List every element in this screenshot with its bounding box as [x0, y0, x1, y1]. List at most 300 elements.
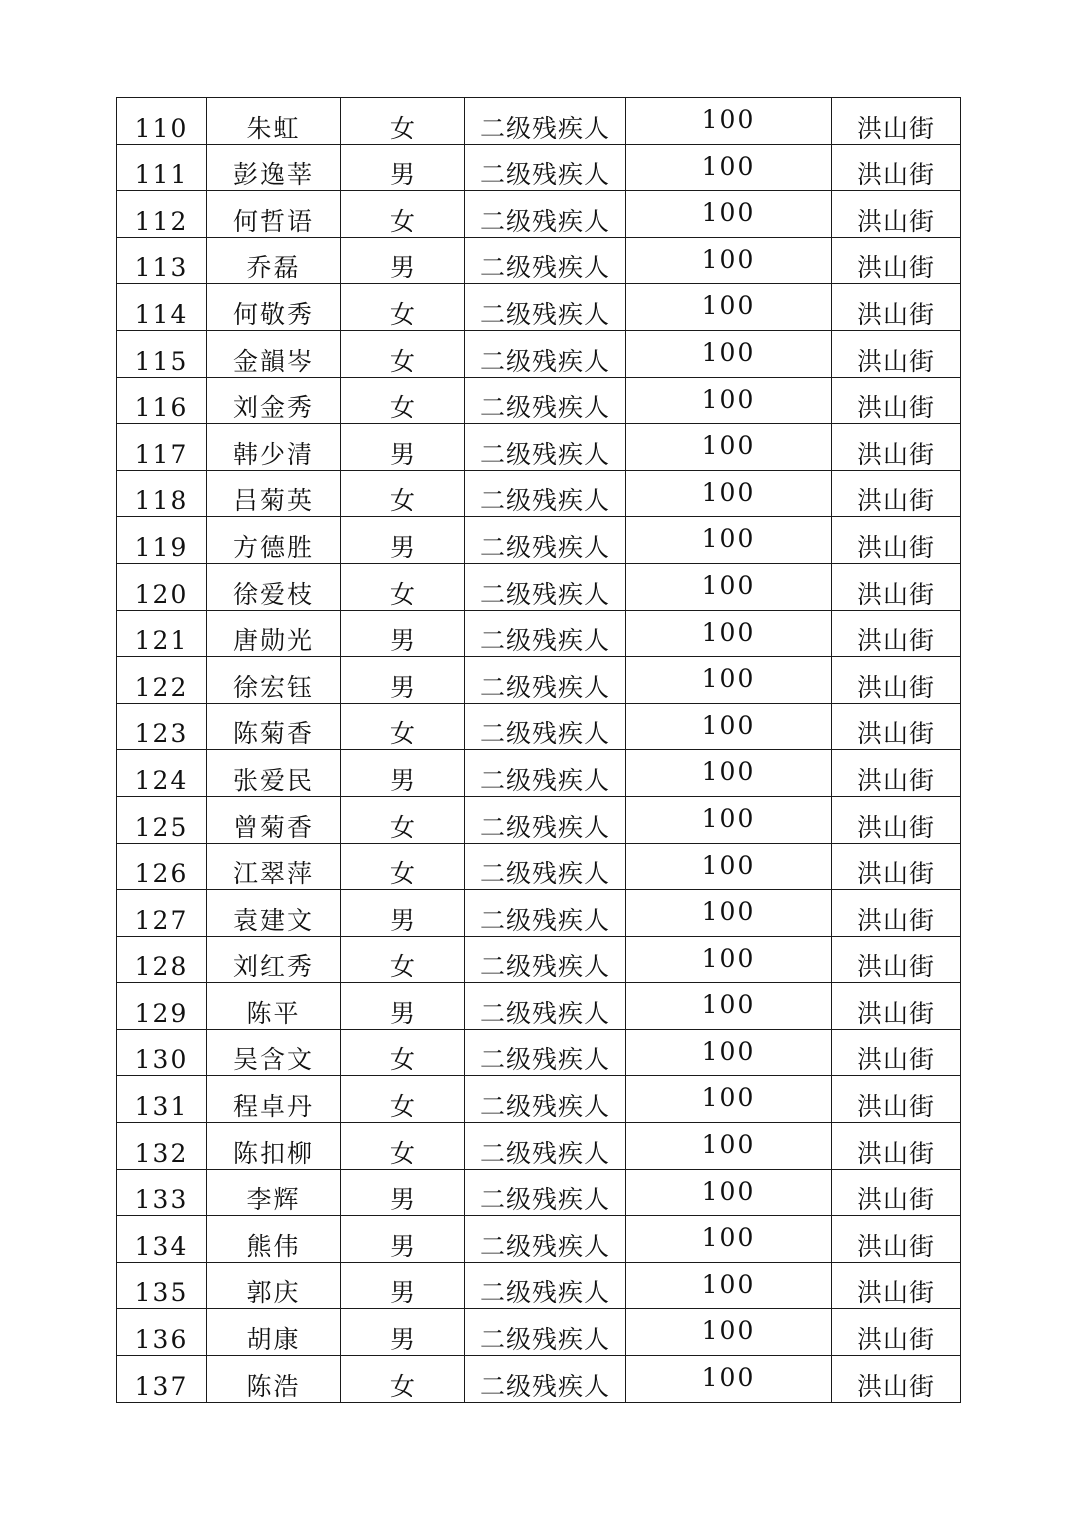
- cell-gender-text: 男: [389, 1185, 415, 1215]
- cell-amount: [626, 563, 832, 610]
- cell-gender-text: 男: [389, 439, 415, 469]
- cell-amount: [626, 983, 832, 1030]
- cell-person-name: [207, 144, 341, 191]
- cell-serial-number: [117, 424, 207, 471]
- cell-person-name-text: 熊伟: [246, 1231, 301, 1261]
- cell-person-name: [207, 1076, 341, 1123]
- cell-street-text: 洪山街: [856, 346, 935, 376]
- cell-street: [832, 424, 961, 471]
- cell-person-name-text: 程卓丹: [232, 1092, 314, 1122]
- table-row: [117, 237, 961, 284]
- cell-serial-number: [117, 610, 207, 657]
- cell-amount-text: 100: [701, 384, 756, 414]
- cell-serial-number: [117, 284, 207, 331]
- cell-person-name: [207, 424, 341, 471]
- cell-street: [832, 330, 961, 377]
- cell-person-name: [207, 377, 341, 424]
- cell-disability-level-text: 二级残疾人: [479, 160, 610, 190]
- cell-street: [832, 98, 961, 145]
- cell-gender: [341, 284, 465, 331]
- cell-street: [832, 284, 961, 331]
- cell-serial-number-text: 126: [134, 859, 189, 889]
- cell-disability-level-text: 二级残疾人: [479, 1325, 610, 1355]
- cell-street-text: 洪山街: [856, 1278, 935, 1308]
- cell-gender-text: 男: [389, 672, 415, 702]
- cell-amount-text: 100: [701, 990, 756, 1020]
- cell-disability-level: [465, 1356, 626, 1403]
- cell-disability-level: [465, 936, 626, 983]
- cell-street: [832, 144, 961, 191]
- cell-gender-text: 女: [389, 346, 415, 376]
- cell-gender-text: 男: [389, 1325, 415, 1355]
- cell-serial-number: [117, 330, 207, 377]
- cell-person-name-text: 张爱民: [232, 765, 314, 795]
- cell-gender: [341, 890, 465, 937]
- cell-person-name: [207, 610, 341, 657]
- cell-serial-number: [117, 796, 207, 843]
- cell-person-name: [207, 936, 341, 983]
- cell-amount-text: 100: [701, 803, 756, 833]
- table-row: [117, 144, 961, 191]
- cell-person-name-text: 吴含文: [232, 1045, 314, 1075]
- cell-person-name-text: 徐宏钰: [232, 672, 314, 702]
- cell-serial-number: [117, 1076, 207, 1123]
- cell-street-text: 洪山街: [856, 859, 935, 889]
- cell-serial-number-text: 110: [134, 113, 189, 143]
- cell-street-text: 洪山街: [856, 672, 935, 702]
- cell-gender: [341, 237, 465, 284]
- cell-disability-level: [465, 890, 626, 937]
- cell-serial-number: [117, 470, 207, 517]
- cell-amount-text: 100: [701, 897, 756, 927]
- cell-disability-level: [465, 517, 626, 564]
- cell-disability-level-text: 二级残疾人: [479, 486, 610, 516]
- cell-amount: [626, 517, 832, 564]
- cell-person-name-text: 胡康: [246, 1325, 301, 1355]
- cell-street: [832, 563, 961, 610]
- cell-gender-text: 女: [389, 206, 415, 236]
- cell-street: [832, 890, 961, 937]
- table-row: [117, 703, 961, 750]
- cell-amount-text: 100: [701, 1036, 756, 1066]
- cell-amount: [626, 330, 832, 377]
- cell-disability-level: [465, 237, 626, 284]
- cell-person-name-text: 何敬秀: [232, 299, 314, 329]
- cell-serial-number-text: 112: [134, 206, 189, 236]
- cell-person-name: [207, 517, 341, 564]
- cell-amount: [626, 1309, 832, 1356]
- cell-serial-number-text: 132: [134, 1138, 189, 1168]
- cell-person-name-text: 吕菊英: [232, 486, 314, 516]
- cell-disability-level-text: 二级残疾人: [479, 439, 610, 469]
- cell-street: [832, 936, 961, 983]
- table-row: [117, 424, 961, 471]
- cell-person-name-text: 曾菊香: [232, 812, 314, 842]
- cell-gender-text: 女: [389, 952, 415, 982]
- cell-disability-level-text: 二级残疾人: [479, 299, 610, 329]
- table-row: [117, 191, 961, 238]
- table-row: [117, 517, 961, 564]
- cell-street: [832, 377, 961, 424]
- cell-serial-number: [117, 98, 207, 145]
- cell-serial-number-text: 134: [134, 1231, 189, 1261]
- cell-disability-level: [465, 1169, 626, 1216]
- table-row: [117, 1076, 961, 1123]
- cell-street-text: 洪山街: [856, 532, 935, 562]
- cell-serial-number: [117, 191, 207, 238]
- cell-street-text: 洪山街: [856, 299, 935, 329]
- cell-gender: [341, 191, 465, 238]
- cell-person-name: [207, 284, 341, 331]
- cell-person-name: [207, 750, 341, 797]
- cell-person-name-text: 刘金秀: [232, 393, 314, 423]
- cell-street: [832, 1356, 961, 1403]
- table-row: [117, 1356, 961, 1403]
- cell-serial-number-text: 131: [134, 1092, 189, 1122]
- cell-street: [832, 657, 961, 704]
- cell-serial-number: [117, 1356, 207, 1403]
- cell-gender: [341, 936, 465, 983]
- cell-disability-level: [465, 843, 626, 890]
- cell-street: [832, 237, 961, 284]
- cell-gender-text: 女: [389, 486, 415, 516]
- cell-street: [832, 1216, 961, 1263]
- cell-person-name-text: 彭逸莘: [232, 160, 314, 190]
- cell-person-name: [207, 1309, 341, 1356]
- cell-amount: [626, 1076, 832, 1123]
- cell-serial-number: [117, 750, 207, 797]
- cell-serial-number: [117, 936, 207, 983]
- cell-gender: [341, 1262, 465, 1309]
- cell-amount-text: 100: [701, 1363, 756, 1393]
- cell-street: [832, 1123, 961, 1170]
- cell-disability-level: [465, 330, 626, 377]
- cell-street: [832, 703, 961, 750]
- cell-serial-number: [117, 144, 207, 191]
- cell-gender: [341, 1076, 465, 1123]
- cell-gender-text: 女: [389, 859, 415, 889]
- cell-disability-level: [465, 144, 626, 191]
- cell-disability-level-text: 二级残疾人: [479, 206, 610, 236]
- cell-disability-level: [465, 610, 626, 657]
- cell-gender-text: 男: [389, 253, 415, 283]
- cell-gender-text: 女: [389, 1092, 415, 1122]
- cell-street: [832, 1309, 961, 1356]
- cell-gender: [341, 1356, 465, 1403]
- cell-person-name-text: 乔磊: [246, 253, 301, 283]
- cell-disability-level-text: 二级残疾人: [479, 905, 610, 935]
- cell-gender-text: 女: [389, 1371, 415, 1401]
- cell-person-name: [207, 890, 341, 937]
- cell-street: [832, 1262, 961, 1309]
- cell-disability-level-text: 二级残疾人: [479, 1185, 610, 1215]
- cell-person-name-text: 唐勋光: [232, 626, 314, 656]
- cell-serial-number-text: 117: [134, 439, 189, 469]
- cell-serial-number-text: 135: [134, 1278, 189, 1308]
- cell-disability-level: [465, 424, 626, 471]
- cell-amount-text: 100: [701, 477, 756, 507]
- cell-disability-level-text: 二级残疾人: [479, 346, 610, 376]
- cell-person-name-text: 袁建文: [232, 905, 314, 935]
- cell-gender: [341, 563, 465, 610]
- cell-serial-number: [117, 983, 207, 1030]
- cell-gender: [341, 750, 465, 797]
- cell-disability-level: [465, 657, 626, 704]
- cell-street: [832, 517, 961, 564]
- cell-street: [832, 750, 961, 797]
- cell-amount: [626, 750, 832, 797]
- cell-amount-text: 100: [701, 198, 756, 228]
- cell-gender-text: 女: [389, 1138, 415, 1168]
- cell-disability-level-text: 二级残疾人: [479, 719, 610, 749]
- cell-street-text: 洪山街: [856, 1231, 935, 1261]
- cell-person-name-text: 李辉: [246, 1185, 301, 1215]
- cell-serial-number: [117, 563, 207, 610]
- cell-serial-number-text: 122: [134, 672, 189, 702]
- cell-disability-level-text: 二级残疾人: [479, 812, 610, 842]
- table-row: [117, 610, 961, 657]
- cell-person-name: [207, 237, 341, 284]
- cell-street-text: 洪山街: [856, 1045, 935, 1075]
- cell-gender-text: 女: [389, 579, 415, 609]
- cell-disability-level: [465, 1262, 626, 1309]
- cell-amount: [626, 1169, 832, 1216]
- cell-amount: [626, 377, 832, 424]
- cell-amount: [626, 1216, 832, 1263]
- table-row: [117, 1309, 961, 1356]
- table-body: [117, 98, 961, 1403]
- cell-gender-text: 男: [389, 1231, 415, 1261]
- cell-serial-number: [117, 703, 207, 750]
- cell-amount-text: 100: [701, 1316, 756, 1346]
- cell-street-text: 洪山街: [856, 113, 935, 143]
- cell-person-name: [207, 1356, 341, 1403]
- cell-gender-text: 男: [389, 532, 415, 562]
- cell-amount: [626, 936, 832, 983]
- table-row: [117, 470, 961, 517]
- cell-serial-number: [117, 237, 207, 284]
- cell-street-text: 洪山街: [856, 626, 935, 656]
- cell-disability-level: [465, 1029, 626, 1076]
- cell-gender-text: 女: [389, 719, 415, 749]
- cell-disability-level-text: 二级残疾人: [479, 253, 610, 283]
- cell-serial-number-text: 114: [134, 299, 189, 329]
- cell-gender-text: 女: [389, 299, 415, 329]
- cell-amount: [626, 424, 832, 471]
- cell-gender: [341, 1309, 465, 1356]
- table-row: [117, 1029, 961, 1076]
- cell-amount: [626, 470, 832, 517]
- cell-street-text: 洪山街: [856, 998, 935, 1028]
- cell-gender: [341, 796, 465, 843]
- cell-street-text: 洪山街: [856, 719, 935, 749]
- cell-disability-level: [465, 377, 626, 424]
- cell-gender: [341, 98, 465, 145]
- cell-disability-level-text: 二级残疾人: [479, 532, 610, 562]
- cell-serial-number: [117, 1262, 207, 1309]
- cell-gender-text: 男: [389, 905, 415, 935]
- cell-amount: [626, 796, 832, 843]
- cell-amount-text: 100: [701, 1223, 756, 1253]
- cell-serial-number: [117, 890, 207, 937]
- cell-serial-number-text: 118: [134, 486, 189, 516]
- cell-amount-text: 100: [701, 664, 756, 694]
- cell-disability-level-text: 二级残疾人: [479, 1092, 610, 1122]
- cell-serial-number: [117, 1029, 207, 1076]
- cell-gender-text: 女: [389, 812, 415, 842]
- cell-serial-number-text: 116: [134, 393, 189, 423]
- cell-amount-text: 100: [701, 291, 756, 321]
- cell-person-name-text: 江翠萍: [232, 859, 314, 889]
- cell-serial-number-text: 111: [134, 160, 189, 190]
- cell-serial-number: [117, 657, 207, 704]
- cell-street-text: 洪山街: [856, 206, 935, 236]
- cell-disability-level-text: 二级残疾人: [479, 579, 610, 609]
- table-row: [117, 563, 961, 610]
- cell-disability-level-text: 二级残疾人: [479, 1231, 610, 1261]
- cell-disability-level-text: 二级残疾人: [479, 672, 610, 702]
- cell-amount-text: 100: [701, 757, 756, 787]
- cell-disability-level-text: 二级残疾人: [479, 393, 610, 423]
- cell-person-name-text: 朱虹: [246, 113, 301, 143]
- cell-amount: [626, 1029, 832, 1076]
- cell-person-name: [207, 330, 341, 377]
- cell-gender-text: 女: [389, 1045, 415, 1075]
- cell-serial-number-text: 128: [134, 952, 189, 982]
- cell-serial-number-text: 127: [134, 905, 189, 935]
- cell-disability-level: [465, 1123, 626, 1170]
- cell-street-text: 洪山街: [856, 1325, 935, 1355]
- cell-street: [832, 470, 961, 517]
- cell-gender: [341, 377, 465, 424]
- cell-amount: [626, 610, 832, 657]
- cell-amount-text: 100: [701, 1176, 756, 1206]
- table-row: [117, 284, 961, 331]
- table-row: [117, 98, 961, 145]
- cell-street-text: 洪山街: [856, 579, 935, 609]
- cell-person-name: [207, 796, 341, 843]
- cell-serial-number-text: 125: [134, 812, 189, 842]
- cell-serial-number: [117, 377, 207, 424]
- cell-serial-number: [117, 1309, 207, 1356]
- cell-serial-number-text: 115: [134, 346, 189, 376]
- cell-gender-text: 男: [389, 160, 415, 190]
- cell-street-text: 洪山街: [856, 765, 935, 795]
- table-row: [117, 1169, 961, 1216]
- cell-disability-level: [465, 1076, 626, 1123]
- cell-disability-level-text: 二级残疾人: [479, 626, 610, 656]
- cell-serial-number-text: 119: [134, 532, 189, 562]
- cell-disability-level: [465, 470, 626, 517]
- cell-street-text: 洪山街: [856, 1371, 935, 1401]
- cell-gender-text: 男: [389, 998, 415, 1028]
- cell-disability-level: [465, 563, 626, 610]
- cell-street: [832, 191, 961, 238]
- cell-amount-text: 100: [701, 524, 756, 554]
- cell-amount: [626, 284, 832, 331]
- cell-amount: [626, 703, 832, 750]
- cell-disability-level: [465, 98, 626, 145]
- cell-disability-level-text: 二级残疾人: [479, 1278, 610, 1308]
- cell-serial-number-text: 129: [134, 998, 189, 1028]
- cell-amount-text: 100: [701, 570, 756, 600]
- cell-serial-number-text: 123: [134, 719, 189, 749]
- cell-person-name-text: 陈平: [246, 998, 301, 1028]
- cell-person-name: [207, 563, 341, 610]
- cell-disability-level-text: 二级残疾人: [479, 1371, 610, 1401]
- cell-gender: [341, 843, 465, 890]
- cell-street: [832, 1076, 961, 1123]
- cell-gender: [341, 330, 465, 377]
- cell-amount-text: 100: [701, 1083, 756, 1113]
- cell-serial-number: [117, 843, 207, 890]
- table-row: [117, 843, 961, 890]
- cell-amount-text: 100: [701, 1269, 756, 1299]
- cell-gender: [341, 424, 465, 471]
- table-row: [117, 796, 961, 843]
- cell-person-name: [207, 1262, 341, 1309]
- cell-serial-number-text: 136: [134, 1325, 189, 1355]
- cell-disability-level: [465, 983, 626, 1030]
- cell-gender: [341, 657, 465, 704]
- cell-serial-number: [117, 517, 207, 564]
- cell-gender: [341, 1029, 465, 1076]
- cell-street-text: 洪山街: [856, 439, 935, 469]
- table-row: [117, 1262, 961, 1309]
- cell-disability-level: [465, 1216, 626, 1263]
- cell-person-name: [207, 1216, 341, 1263]
- cell-amount: [626, 1123, 832, 1170]
- cell-disability-level: [465, 796, 626, 843]
- cell-serial-number-text: 113: [134, 253, 189, 283]
- cell-street: [832, 843, 961, 890]
- cell-serial-number-text: 133: [134, 1185, 189, 1215]
- table-row: [117, 890, 961, 937]
- cell-amount-text: 100: [701, 710, 756, 740]
- cell-street-text: 洪山街: [856, 486, 935, 516]
- cell-disability-level: [465, 284, 626, 331]
- subsidy-list-table: [116, 97, 961, 1403]
- cell-amount: [626, 1262, 832, 1309]
- cell-gender-text: 男: [389, 626, 415, 656]
- cell-person-name: [207, 843, 341, 890]
- cell-disability-level: [465, 191, 626, 238]
- cell-amount: [626, 144, 832, 191]
- cell-gender-text: 女: [389, 113, 415, 143]
- cell-disability-level-text: 二级残疾人: [479, 859, 610, 889]
- cell-serial-number: [117, 1216, 207, 1263]
- table-row: [117, 936, 961, 983]
- cell-person-name: [207, 1123, 341, 1170]
- cell-person-name: [207, 657, 341, 704]
- cell-street-text: 洪山街: [856, 253, 935, 283]
- cell-amount: [626, 843, 832, 890]
- cell-person-name-text: 徐爱枝: [232, 579, 314, 609]
- cell-street: [832, 1169, 961, 1216]
- cell-person-name: [207, 983, 341, 1030]
- cell-street: [832, 1029, 961, 1076]
- cell-disability-level-text: 二级残疾人: [479, 1138, 610, 1168]
- cell-person-name: [207, 703, 341, 750]
- cell-amount-text: 100: [701, 850, 756, 880]
- cell-disability-level-text: 二级残疾人: [479, 113, 610, 143]
- cell-amount: [626, 890, 832, 937]
- cell-disability-level-text: 二级残疾人: [479, 952, 610, 982]
- cell-serial-number-text: 120: [134, 579, 189, 609]
- cell-disability-level: [465, 703, 626, 750]
- cell-street-text: 洪山街: [856, 905, 935, 935]
- cell-gender-text: 男: [389, 1278, 415, 1308]
